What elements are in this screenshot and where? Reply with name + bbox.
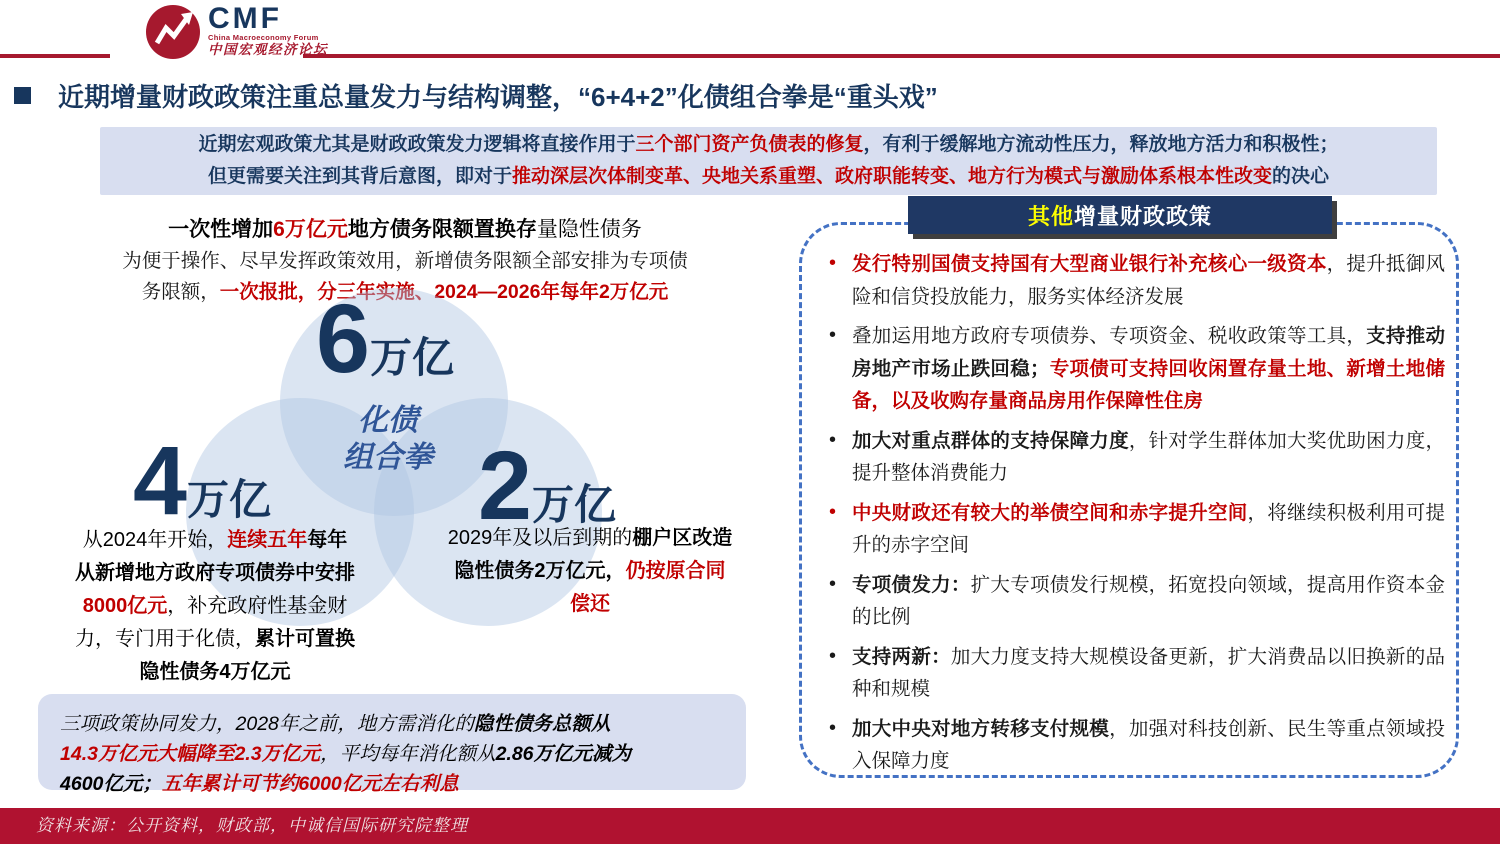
policy-bullet xyxy=(822,425,1445,490)
venn-unit-2: 万亿 xyxy=(531,481,616,528)
venn-center-line-1: 化债 xyxy=(358,404,418,437)
bullet-dot: • xyxy=(829,572,837,595)
note-line: 隐性债务4万亿元 xyxy=(139,661,291,683)
venn-center-label xyxy=(308,402,468,476)
panel-title-highlight: 其他 xyxy=(1027,203,1074,229)
bullet-dot: • xyxy=(829,716,837,739)
intro-callout xyxy=(100,127,1437,195)
header-rule-right xyxy=(303,54,1500,58)
bullet-text: 叠加运用地方政府专项债券、专项资金、税收政策等工具，支持推动房地产市场止跌回稳；专项债可支持回收闲置存量土地、新增土地储备，以及收购存量商品房用作保障性住房 xyxy=(852,325,1445,412)
policy-bullet xyxy=(822,641,1445,706)
venn-value-6: 6 xyxy=(316,284,370,393)
bullet-dot: • xyxy=(829,252,837,274)
logo-subtitle-en: China Macroeconomy Forum xyxy=(208,33,319,42)
header-rule-left xyxy=(0,54,110,58)
note-line: 偿还 xyxy=(570,593,610,615)
bullet-text: 专项债发力：扩大专项债发行规模，拓宽投向领域，提高用作资本金的比例 xyxy=(852,573,1445,628)
venn-value-2: 2 xyxy=(478,431,532,540)
bullet-text: 支持两新：加大力度支持大规模设备更新，扩大消费品以旧换新的品种和规模 xyxy=(852,645,1445,700)
four-trillion-note xyxy=(45,524,385,689)
policy-bullet xyxy=(822,713,1445,778)
summary-line-3: 4600亿元；五年累计可节约6000亿元左右利息 xyxy=(60,773,459,795)
bullet-dot: • xyxy=(829,324,837,346)
six-trillion-line-2: 为便于操作、尽早发挥政策效用，新增债务限额全部安排为专项债 xyxy=(122,250,688,272)
panel-title xyxy=(908,196,1332,234)
logo-acronym: CMF xyxy=(208,2,282,35)
summary-line-2: 14.3万亿元大幅降至2.3万亿元，平均每年消化额从2.86万亿元减为 xyxy=(60,743,632,765)
policy-bullet xyxy=(822,320,1445,418)
note-line: 隐性债务2万亿元，仍按原合同 xyxy=(454,560,726,582)
chart-arrow-icon xyxy=(146,5,200,59)
venn-unit-4: 万亿 xyxy=(186,476,271,523)
bullet-text: 中央财政还有较大的举债空间和赤字提升空间，将继续积极利用可提升的赤字空间 xyxy=(852,501,1445,556)
venn-center-line-2: 组合拳 xyxy=(343,441,433,474)
page-title: 近期增量财政政策注重总量发力与结构调整，“6+4+2”化债组合拳是“重头戏” xyxy=(58,82,938,112)
policy-bullet xyxy=(822,248,1445,313)
bullet-text: 发行特别国债支持国有大型商业银行补充核心一级资本，提升抵御风险和信贷投放能力，服务实体经济发展 xyxy=(852,253,1445,308)
note-line: 力，专门用于化债，累计可置换 xyxy=(75,628,355,650)
summary-callout xyxy=(38,694,746,795)
panel-title-rest: 增量财政政策 xyxy=(1074,203,1213,229)
venn-unit-6: 万亿 xyxy=(369,334,454,381)
policy-bullet xyxy=(822,569,1445,634)
summary-line-1: 三项政策协同发力，2028年之前，地方需消化的隐性债务总额从 xyxy=(60,713,611,735)
note-line: 2029年及以后到期的棚户区改造 xyxy=(447,527,733,549)
cmf-logo xyxy=(146,2,328,59)
title-marker xyxy=(14,87,31,104)
policy-bullet-list xyxy=(822,248,1445,785)
two-trillion-note xyxy=(420,522,760,621)
intro-line-1: 近期宏观政策尤其是财政政策发力逻辑将直接作用于三个部门资产负债表的修复，有利于缓解地方流动性压力，释放地方活力和积极性； xyxy=(198,134,1339,155)
six-trillion-line-1: 一次性增加6万亿元地方债务限额置换存量隐性债务 xyxy=(168,218,642,241)
venn-label-2 xyxy=(437,431,657,540)
source-text: 资料来源：公开资料，财政部，中诚信国际研究院整理 xyxy=(36,816,468,835)
note-line: 8000亿元，补充政府性基金财 xyxy=(82,595,348,617)
venn-label-4 xyxy=(92,426,312,535)
logo-text xyxy=(208,2,328,58)
source-footer xyxy=(0,808,1500,844)
bullet-dot: • xyxy=(829,428,837,451)
bullet-text: 加大中央对地方转移支付规模，加强对科技创新、民生等重点领域投入保障力度 xyxy=(852,717,1445,772)
venn-label-6 xyxy=(275,284,495,393)
bullet-dot: • xyxy=(829,500,837,523)
six-trillion-line-3: 务限额，一次报批，分三年实施、2024—2026年每年2万亿元 xyxy=(141,281,669,303)
bullet-dot: • xyxy=(829,644,837,667)
bullet-text: 加大对重点群体的支持保障力度，针对学生群体加大奖优助困力度，提升整体消费能力 xyxy=(852,429,1445,484)
intro-line-2: 但更需要关注到其背后意图，即对于推动深层次体制变革、央地关系重塑、政府职能转变、地方行为模式与激励体系根本性改变的决心 xyxy=(207,166,1330,187)
logo-subtitle-cn: 中国宏观经济论坛 xyxy=(208,42,328,57)
venn-value-4: 4 xyxy=(133,426,187,535)
note-line: 从新增地方政府专项债券中安排 xyxy=(75,562,355,584)
policy-bullet xyxy=(822,497,1445,562)
note-line: 从2024年开始，连续五年每年 xyxy=(82,529,348,551)
